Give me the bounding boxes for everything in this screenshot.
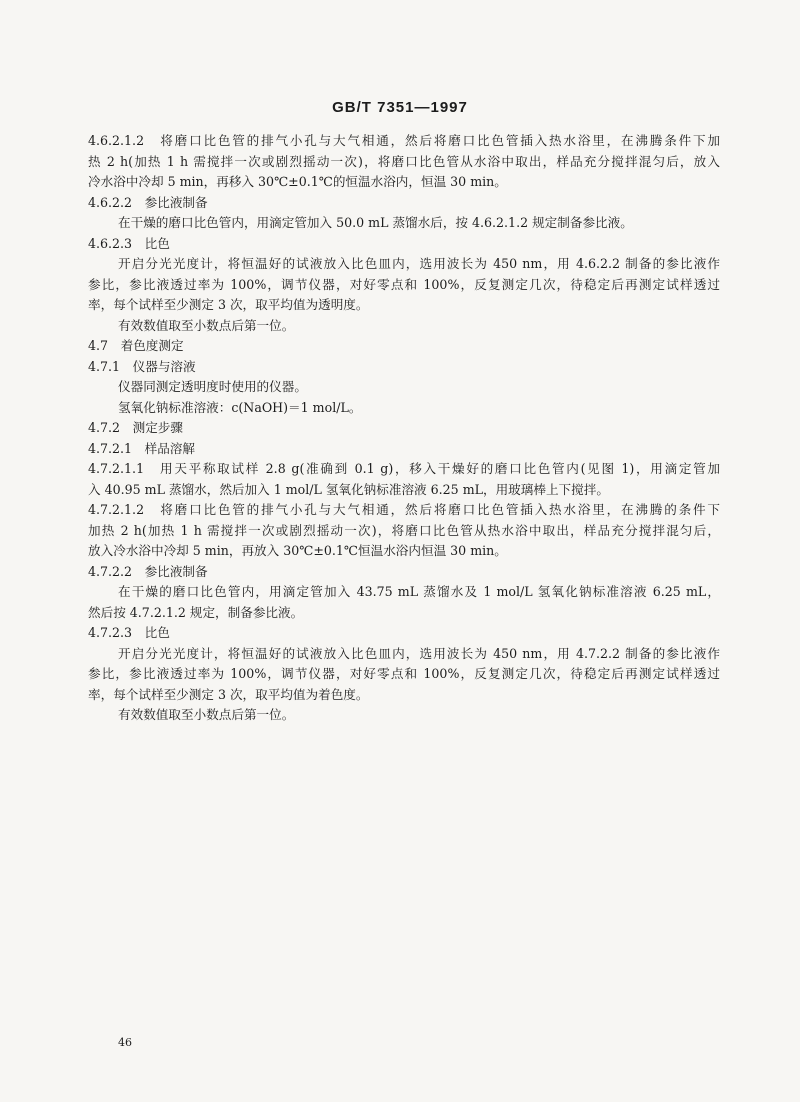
text-line: 率，每个试样至少测定 3 次，取平均值为透明度。	[88, 297, 369, 312]
text-line: 有效数值取至小数点后第一位。	[118, 317, 295, 333]
text-line: 有效数值取至小数点后第一位。	[118, 707, 295, 722]
text-line: 放入冷水浴中冷却 5 min，再放入 30℃±0.1℃恒温水浴内恒温 30 min。	[88, 543, 507, 558]
text-line: 氢氧化钠标准溶液：c(NaOH)＝1 mol/L。	[118, 399, 362, 415]
text-line: 加热 2 h(加热 1 h 需搅拌一次或剧烈摇动一次)，将磨口比色管从热水浴中取出，样品充分搅拌混匀后，	[88, 522, 720, 538]
text-line: 然后按 4.7.2.1.2 规定，制备参比液。	[88, 604, 304, 620]
text-line: 开启分光光度计，将恒温好的试液放入比色皿内，选用波长为 450 nm，用 4.6.2.2 制备的参比液作	[118, 256, 720, 271]
standard-number-header: GB/T 7351—1997	[332, 99, 468, 116]
body-text	[88, 131, 720, 726]
text-line: 冷水浴中冷却 5 min，再移入 30℃±0.1℃的恒温水浴内，恒温 30 min。	[88, 174, 507, 189]
text-line: 在干燥的磨口比色管内，用滴定管加入 43.75 mL 蒸馏水及 1 mol/L 氢氧化钠标准溶液 6.25 mL，	[118, 584, 720, 599]
text-line: 在干燥的磨口比色管内，用滴定管加入 50.0 mL 蒸馏水后，按 4.6.2.1.2 规定制备参比液。	[118, 215, 633, 230]
text-line: 仪器同测定透明度时使用的仪器。	[118, 379, 307, 394]
text-line: 4.7.2.1.1 用天平称取试样 2.8 g(准确到 0.1 g)，移入干燥好的磨口比色管内(见图 1)，用滴定管加	[88, 461, 720, 476]
text-line: 4.6.2.3 比色	[88, 235, 170, 251]
text-line: 4.7.2.1 样品溶解	[88, 440, 196, 456]
text-line: 4.7.2.3 比色	[88, 625, 170, 640]
text-line: 4.7.2.1.2 将磨口比色管的排气小孔与大气相通，然后将磨口比色管插入热水浴里，在沸腾的条件下	[88, 502, 720, 517]
text-line: 参比，参比液透过率为 100%，调节仪器，对好零点和 100%，反复测定几次，待稳定后再测定试样透过	[88, 276, 720, 292]
text-line: 热 2 h(加热 1 h 需搅拌一次或剧烈摇动一次)，将磨口比色管从水浴中取出，样品充分搅拌混匀后，放入	[88, 153, 720, 169]
text-line: 4.7 着色度测定	[88, 338, 184, 353]
text-line: 4.6.2.1.2 将磨口比色管的排气小孔与大气相通，然后将磨口比色管插入热水浴里，在沸腾条件下加	[88, 133, 720, 148]
text-line: 率，每个试样至少测定 3 次，取平均值为着色度。	[88, 686, 369, 702]
text-line: 开启分光光度计，将恒温好的试液放入比色皿内，选用波长为 450 nm，用 4.7.2.2 制备的参比液作	[118, 645, 720, 661]
text-line: 4.7.1 仪器与溶液	[88, 358, 196, 374]
text-line: 参比，参比液透过率为 100%，调节仪器，对好零点和 100%，反复测定几次，待稳定后再测定试样透过	[88, 666, 720, 681]
text-line: 4.7.2 测定步骤	[88, 420, 184, 435]
text-line: 4.7.2.2 参比液制备	[88, 563, 208, 579]
text-line: 入 40.95 mL 蒸馏水，然后加入 1 mol/L 氢氧化钠标准溶液 6.25 mL，用玻璃棒上下搅拌。	[88, 481, 609, 497]
page-number: 46	[118, 1036, 132, 1049]
text-line: 4.6.2.2 参比液制备	[88, 194, 208, 210]
